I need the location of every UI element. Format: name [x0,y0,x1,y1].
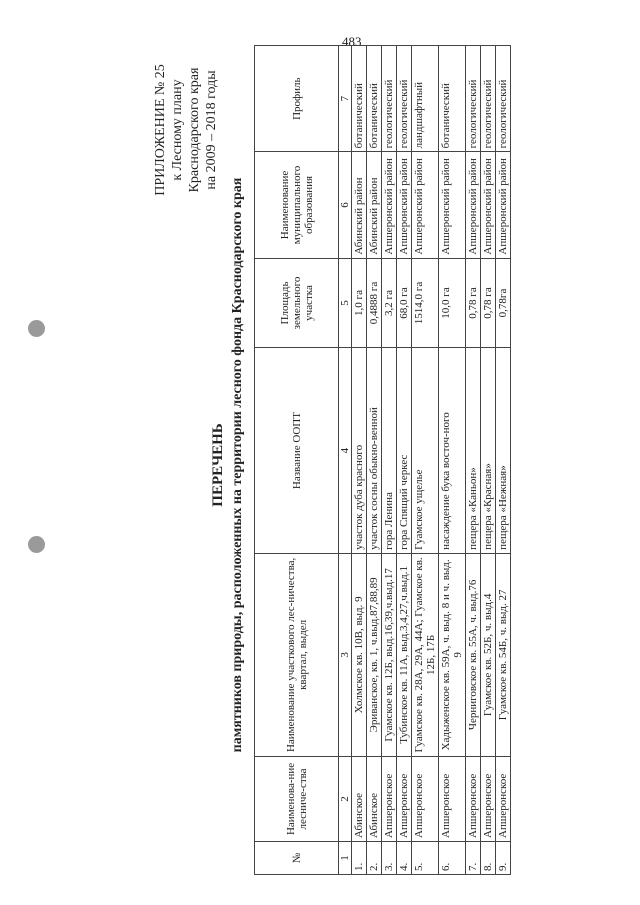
header-cell: № [255,841,339,874]
profile-cell: геологический [481,46,496,152]
plot-location-cell: Тубинское кв. 11А, выд.3,4,27,ч.выд.1 [397,553,412,756]
area-cell: 1,0 га [352,258,367,348]
municipality-cell: Апшеронский район [382,152,397,258]
punch-hole-top [28,320,45,337]
row-number-cell: 1. [352,841,367,874]
table-row [496,46,511,875]
header-cell: Профиль [255,46,339,152]
column-index-cell: 5 [339,258,352,348]
oopt-name-cell: пещера «Каньон» [466,348,481,553]
forestry-cell: Абинское [352,756,367,841]
rotated-page-content [150,45,560,885]
area-cell: 0,4888 га [367,258,382,348]
area-cell: 3,2 га [382,258,397,348]
forestry-cell: Апшеронское [439,756,466,841]
table-row [481,46,496,875]
municipality-cell: Абинский район [367,152,382,258]
table-row [439,46,466,875]
header-cell: Наименование участкового лес-ничества, квартал, выдел [255,553,339,756]
municipality-cell: Апшеронский район [397,152,412,258]
forestry-cell: Апшеронское [466,756,481,841]
profile-cell: геологический [397,46,412,152]
row-number-cell: 2. [367,841,382,874]
row-number-cell: 3. [382,841,397,874]
plot-location-cell: Эриванское, кв. 1, ч.выд.87,88,89 [367,553,382,756]
plot-location-cell: Гуамское кв. 28А, 29А, 44А; Гуамское кв. 12Б, 17Б [412,553,439,756]
column-index-row [339,46,352,875]
oopt-name-cell: участок сосны обыкно-венной [367,348,382,553]
header-cell: Наименование муниципального образования [255,152,339,258]
column-index-cell: 4 [339,348,352,553]
table-body [339,46,511,875]
plot-location-cell: Гуамское кв. 54Б, ч. выд. 27 [496,553,511,756]
profile-cell: геологический [466,46,481,152]
plot-location-cell: Холмское кв. 10В, выд. 9 [352,553,367,756]
column-index-cell: 7 [339,46,352,152]
table-row [382,46,397,875]
municipality-cell: Апшеронский район [439,152,466,258]
column-index-cell: 2 [339,756,352,841]
row-number-cell: 7. [466,841,481,874]
row-number-cell: 8. [481,841,496,874]
municipality-cell: Апшеронский район [466,152,481,258]
municipality-cell: Апшеронский район [481,152,496,258]
profile-cell: ботанический [367,46,382,152]
column-index-cell: 1 [339,841,352,874]
profile-cell: ботанический [439,46,466,152]
row-number-cell: 9. [496,841,511,874]
table-row [466,46,481,875]
appendix-line-2: к Лесному плану [170,79,185,181]
appendix-line-1: ПРИЛОЖЕНИЕ № 25 [153,64,168,196]
plot-location-cell: Хадыженское кв. 59А, ч. выд. 8 и ч. выд. 9 [439,553,466,756]
forestry-cell: Апшеронское [382,756,397,841]
row-number-cell: 4. [397,841,412,874]
oopt-name-cell: участок дуба красного [352,348,367,553]
forestry-cell: Апшеронское [397,756,412,841]
profile-cell: ботанический [352,46,367,152]
area-cell: 0,78 га [466,258,481,348]
area-cell: 68,0 га [397,258,412,348]
area-cell: 0,78га [496,258,511,348]
municipality-cell: Апшеронский район [496,152,511,258]
plot-location-cell: Гуамское кв. 12Б, выд.16,39,ч.выд.17 [382,553,397,756]
table-row [412,46,439,875]
page-number: 483 [342,34,362,49]
punch-hole-bottom [28,536,45,553]
forestry-cell: Апшеронское [412,756,439,841]
municipality-cell: Апшеронский район [412,152,439,258]
document-subtitle: памятников природы, расположенных на территории лесного фонда Краснодарского края [230,177,245,753]
oopt-name-cell: насаждение бука восточ-ного [439,348,466,553]
row-number-cell: 6. [439,841,466,874]
header-cell: Площадь земельного участка [255,258,339,348]
area-cell: 10,0 га [439,258,466,348]
table-row [352,46,367,875]
column-index-cell: 6 [339,152,352,258]
monuments-table [254,45,511,875]
oopt-name-cell: гора Спящий черкес [397,348,412,553]
oopt-name-cell: гора Ленина [382,348,397,553]
appendix-line-4: на 2009 – 2018 годы [204,70,219,190]
table-row [397,46,412,875]
forestry-cell: Апшеронское [496,756,511,841]
row-number-cell: 5. [412,841,439,874]
oopt-name-cell: Гуамское ущелье [412,348,439,553]
header-cell: Название ООПТ [255,348,339,553]
forestry-cell: Абинское [367,756,382,841]
oopt-name-cell: пещера «Нежная» [496,348,511,553]
area-cell: 1514,0 га [412,258,439,348]
oopt-name-cell: пещера «Красная» [481,348,496,553]
table-row [367,46,382,875]
profile-cell: геологический [382,46,397,152]
profile-cell: геологический [496,46,511,152]
document-title: ПЕРЕЧЕНЬ [210,423,226,507]
plot-location-cell: Гуамское кв. 52Б, ч. выд.4 [481,553,496,756]
table-header-row [255,46,339,875]
appendix-line-3: Краснодарского края [187,67,202,193]
column-index-cell: 3 [339,553,352,756]
profile-cell: ландшафтный [412,46,439,152]
area-cell: 0,78 га [481,258,496,348]
plot-location-cell: Черниговское кв. 55А, ч. выд.76 [466,553,481,756]
header-cell: Наименова-ние лесниче-ства [255,756,339,841]
forestry-cell: Апшеронское [481,756,496,841]
municipality-cell: Абинский район [352,152,367,258]
